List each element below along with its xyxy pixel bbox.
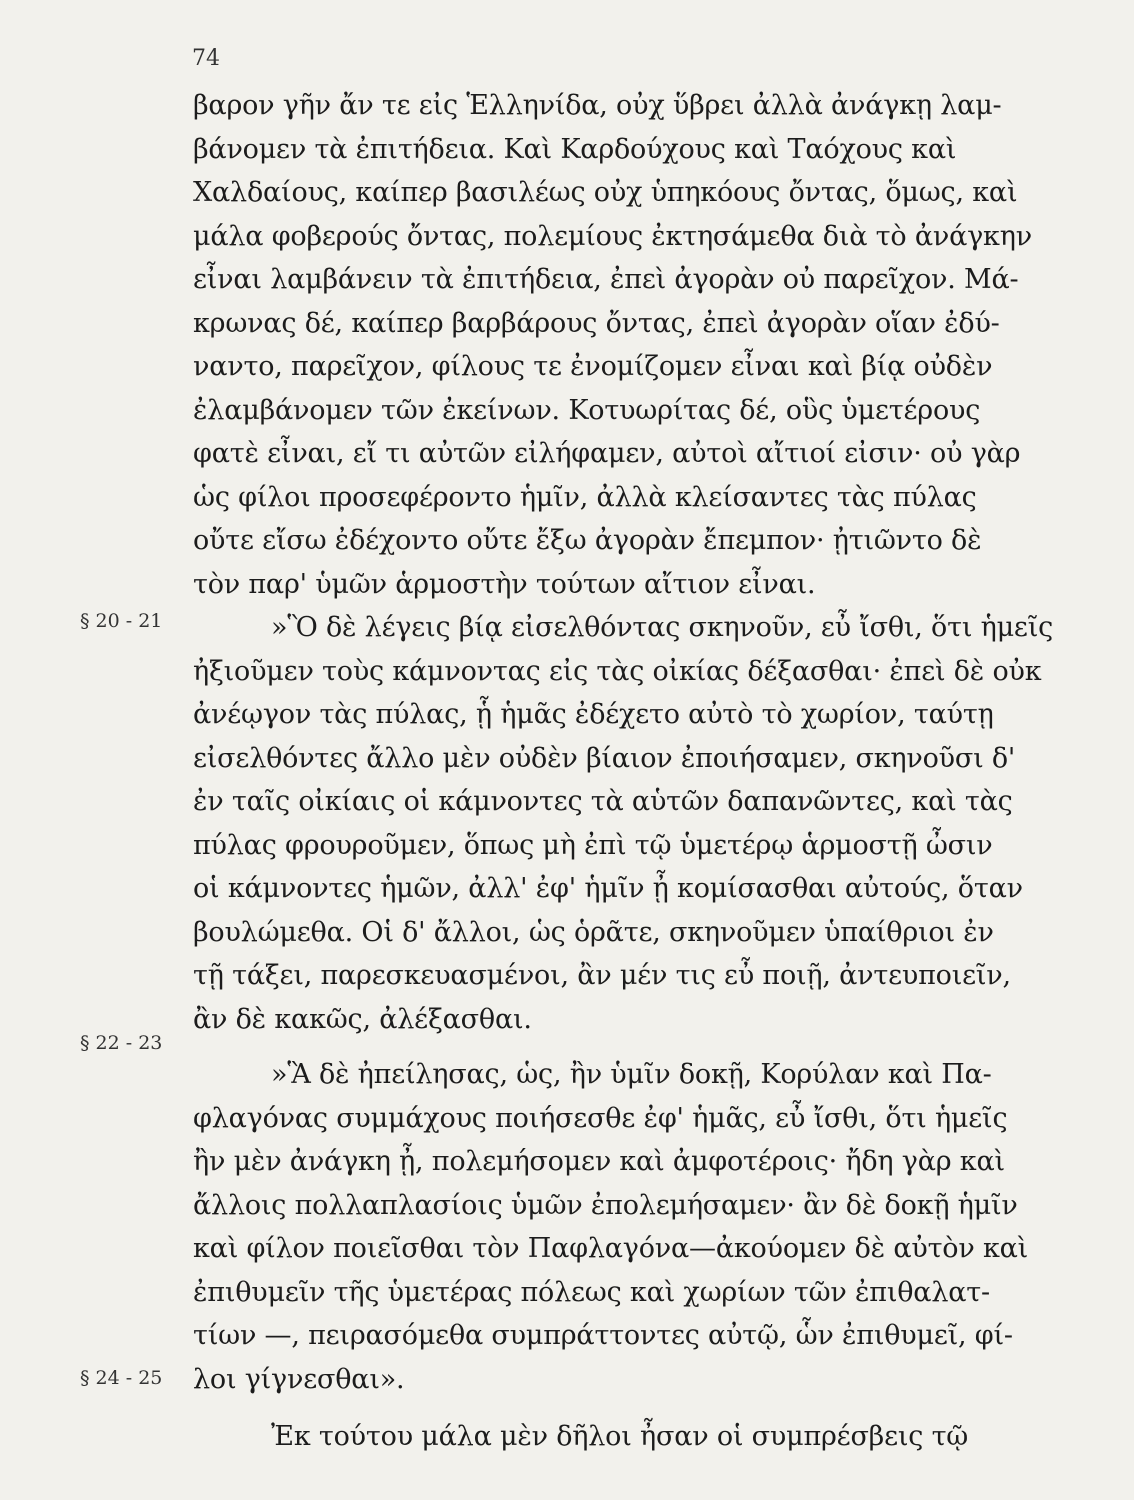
text-line: ἠξιοῦμεν τοὺς κάμνοντας εἰς τὰς οἰκίας δέξασθαι· ἐπεὶ δὲ οὐκ — [193, 655, 1042, 687]
text-line: ἐν ταῖς οἰκίαις οἱ κάμνοντες τὰ αὑτῶν δαπανῶντες, καὶ τὰς — [193, 786, 1013, 817]
text-line: ναντο, παρεῖχον, φίλους τε ἐνομίζομεν εἶναι καὶ βίᾳ οὐδὲν — [193, 351, 993, 382]
text-line: βαρον γῆν ἄν τε εἰς Ἑλληνίδα, οὐχ ὕβρει ἀλλὰ ἀνάγκῃ λαμ- — [193, 90, 1002, 121]
text-line: ἐπιθυμεῖν τῆς ὑμετέρας πόλεως καὶ χωρίων τῶν ἐπιθαλατ- — [193, 1276, 990, 1308]
margin-section-ref: § 24 - 25 — [80, 1367, 163, 1389]
text-line: οἱ κάμνοντες ἡμῶν, ἀλλ' ἐφ' ἡμῖν ᾖ κομίσασθαι αὐτούς, ὅταν — [193, 873, 1023, 904]
text-line: πύλας φρουροῦμεν, ὅπως μὴ ἐπὶ τῷ ὑμετέρῳ ἁρμοστῇ ὦσιν — [193, 829, 993, 861]
text-line: εἶναι λαμβάνειν τὰ ἐπιτήδεια, ἐπεὶ ἀγορὰν οὐ παρεῖχον. Μά- — [193, 264, 1019, 295]
text-line: εἰσελθόντες ἄλλο μὲν οὐδὲν βίαιον ἐποιήσαμεν, σκηνοῦσι δ' — [193, 742, 1016, 774]
text-line: ἢν μὲν ἀνάγκη ᾖ, πολεμήσομεν καὶ ἀμφοτέροις· ἤδη γὰρ καὶ — [193, 1146, 1005, 1177]
text-line: βάνομεν τὰ ἐπιτήδεια. Καὶ Καρδούχους καὶ Ταόχους καὶ — [193, 133, 957, 165]
text-line: τίων —, πειρασόμεθα συμπράττοντες αὐτῷ, ὧν ἐπιθυμεῖ, φί- — [193, 1320, 1013, 1351]
paragraph-start-line: »Ἃ δὲ ἠπείλησας, ὡς, ἢν ὑμῖν δοκῇ, Κορύλαν καὶ Πα- — [271, 1059, 992, 1090]
text-line: φατὲ εἶναι, εἴ τι αὐτῶν εἰλήφαμεν, αὐτοὶ αἴτιοί εἰσιν· οὐ γὰρ — [193, 438, 1021, 469]
text-line: τὸν παρ' ὑμῶν ἁρμοστὴν τούτων αἴτιον εἶναι. — [193, 568, 816, 600]
text-line: φλαγόνας συμμάχους ποιήσεσθε ἐφ' ἡμᾶς, εὖ ἴσθι, ὅτι ἡμεῖς — [193, 1102, 1008, 1134]
text-line: ὡς φίλοι προσεφέροντο ἡμῖν, ἀλλὰ κλείσαντες τὰς πύλας — [193, 481, 977, 513]
body-text — [193, 84, 1083, 1459]
paragraph-start-line: »Ὃ δὲ λέγεις βίᾳ εἰσελθόντας σκηνοῦν, εὖ ἴσθι, ὅτι ἡμεῖς — [271, 612, 1054, 643]
text-line: κρωνας δέ, καίπερ βαρβάρους ὄντας, ἐπεὶ ἀγορὰν οἵαν ἐδύ- — [193, 307, 1000, 339]
text-line: οὔτε εἴσω ἐδέχοντο οὔτε ἔξω ἀγορὰν ἔπεμπον· ᾐτιῶντο δὲ — [193, 525, 982, 556]
text-line: τῇ τάξει, παρεσκευασμένοι, ἂν μέν τις εὖ ποιῇ, ἀντευποιεῖν, — [193, 960, 1011, 991]
text-line: ἄλλοις πολλαπλασίοις ὑμῶν ἐπολεμήσαμεν· ἂν δὲ δοκῇ ἡμῖν — [193, 1189, 1018, 1221]
text-line: βουλώμεθα. Οἱ δ' ἄλλοι, ὡς ὁρᾶτε, σκηνοῦμεν ὑπαίθριοι ἐν — [193, 916, 994, 948]
page-number: 74 — [192, 46, 220, 71]
text-line: Χαλδαίους, καίπερ βασιλέως οὐχ ὑπηκόους ὄντας, ὅμως, καὶ — [193, 177, 1018, 208]
text-line: μάλα φοβερούς ὄντας, πολεμίους ἐκτησάμεθα διὰ τὸ ἀνάγκην — [193, 220, 1032, 252]
text-line: καὶ φίλον ποιεῖσθαι τὸν Παφλαγόνα—ἀκούομεν δὲ αὐτὸν καὶ — [193, 1233, 1029, 1264]
text-line: ἀνέῳγον τὰς πύλας, ᾗ ἡμᾶς ἐδέχετο αὐτὸ τὸ χωρίον, ταύτῃ — [193, 699, 994, 730]
margin-section-ref: § 22 - 23 — [80, 1032, 163, 1054]
margin-section-ref: § 20 - 21 — [80, 610, 163, 632]
text-line: ἂν δὲ κακῶς, ἀλέξασθαι. — [193, 1003, 532, 1035]
text-line: λοι γίγνεσθαι». — [193, 1363, 405, 1395]
text-line: ἐλαμβάνομεν τῶν ἐκείνων. Κοτυωρίτας δέ, οὓς ὑμετέρους — [193, 394, 981, 426]
paragraph-start-line: Ἐκ τούτου μάλα μὲν δῆλοι ἦσαν οἱ συμπρέσβεις τῷ — [271, 1421, 969, 1452]
